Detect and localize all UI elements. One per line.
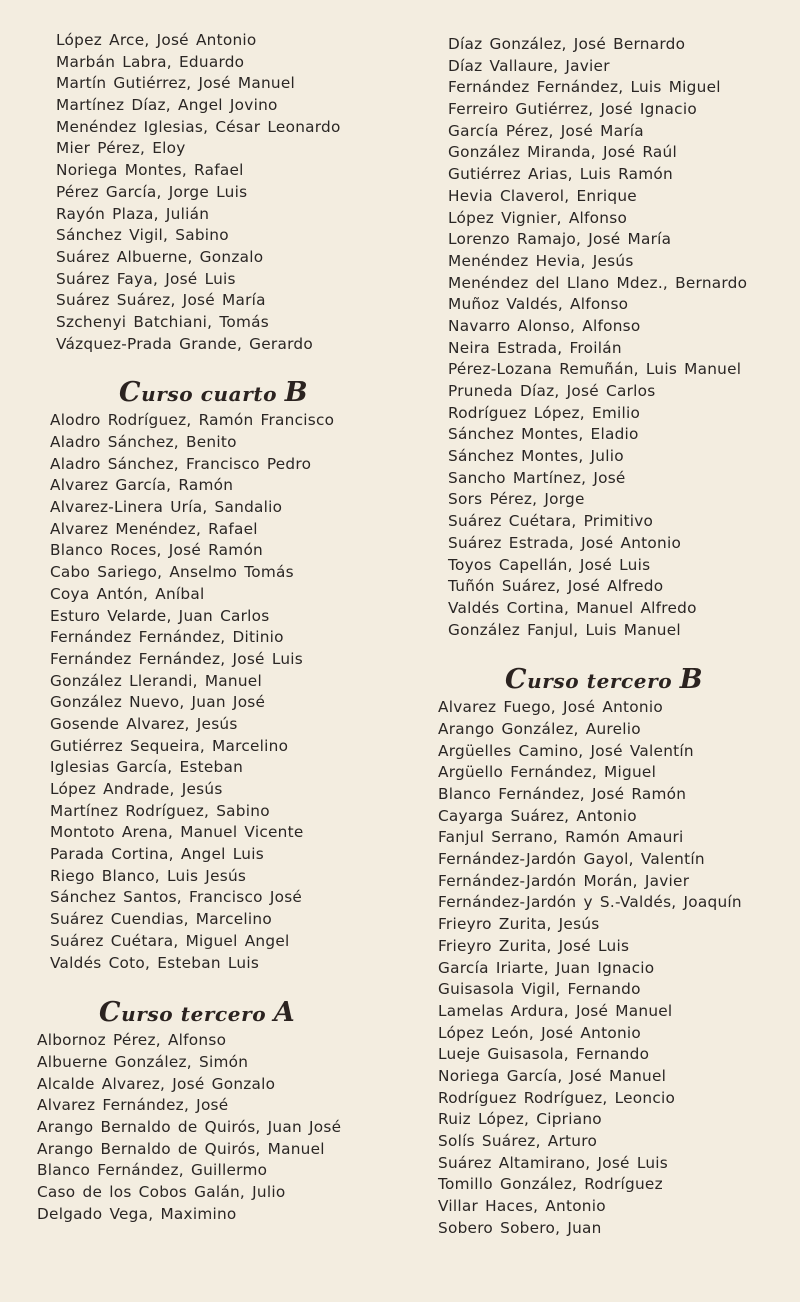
student-name: Ruiz López, Cipriano (438, 1110, 602, 1129)
student-name: Noriega García, José Manuel (438, 1066, 667, 1085)
heading-text: urso tercero (121, 1002, 267, 1027)
heading-initial: C (505, 664, 528, 696)
student-name: González Nuevo, Juan José (50, 693, 266, 712)
student-name: Fernández-Jardón Morán, Javier (438, 871, 690, 890)
student-name: Alvarez-Linera Uría, Sandalio (50, 498, 283, 517)
student-name: Suárez Albuerne, Gonzalo (56, 247, 264, 266)
student-name: Riego Blanco, Luis Jesús (50, 866, 247, 885)
student-name: Blanco Fernández, José Ramón (438, 785, 687, 803)
student-name: Fernández-Jardón Gayol, Valentín (438, 850, 705, 869)
student-name: Arango Bernaldo de Quirós, Juan José (37, 1117, 342, 1136)
student-name: Lorenzo Ramajo, José María (448, 230, 672, 249)
student-name: González Llerandi, Manuel (50, 671, 262, 690)
student-name: Martín Gutiérrez, José Manuel (56, 74, 295, 93)
student-name: Pruneda Díaz, José Carlos (448, 382, 656, 400)
student-name: Guisasola Vigil, Fernando (438, 980, 641, 999)
student-name: Tuñón Suárez, José Alfredo (448, 577, 664, 596)
student-name: Delgado Vega, Maximino (37, 1204, 237, 1223)
student-name: García Pérez, José María (448, 121, 644, 140)
student-name: Alvarez Menéndez, Rafael (50, 519, 258, 538)
student-name: Cabo Sariego, Anselmo Tomás (50, 563, 294, 582)
student-name: Cayarga Suárez, Antonio (438, 806, 637, 825)
student-name: Alvarez Fernández, José (37, 1096, 229, 1115)
student-name: Marbán Labra, Eduardo (56, 52, 245, 71)
student-name: Lamelas Ardura, José Manuel (438, 1001, 673, 1020)
student-name: Blanco Fernández, Guillermo (37, 1161, 268, 1180)
student-name: Fernández Fernández, Luis Miguel (448, 78, 721, 97)
student-list-curso-tercero-a (34, 1030, 404, 1225)
student-name: Valdés Coto, Esteban Luis (50, 953, 260, 972)
student-name: Blanco Roces, José Ramón (50, 541, 263, 560)
student-name: Menéndez Iglesias, César Leonardo (56, 117, 341, 136)
student-name: Suárez Cuétara, Miguel Angel (50, 931, 290, 950)
student-name: Pérez-Lozana Remuñán, Luis Manuel (448, 360, 742, 379)
student-name: Alvarez Fuego, José Antonio (438, 698, 663, 717)
student-name: Esturo Velarde, Juan Carlos (50, 606, 270, 625)
student-name: Aladro Sánchez, Francisco Pedro (50, 454, 312, 473)
student-name: Vázquez-Prada Grande, Gerardo (56, 334, 313, 353)
student-name: Argüelles Camino, José Valentín (438, 741, 694, 760)
student-name: Valdés Cortina, Manuel Alfredo (448, 598, 697, 617)
student-name: Frieyro Zurita, Jesús (438, 915, 600, 934)
student-list-curso-cuarto-b (34, 410, 404, 974)
student-name: Suárez Suárez, José María (56, 291, 266, 310)
student-name: Toyos Capellán, José Luis (448, 555, 651, 574)
student-list-top-left (34, 30, 404, 355)
student-name: Solís Suárez, Arturo (438, 1132, 598, 1150)
student-name: Sancho Martínez, José (448, 468, 626, 487)
student-name: Iglesias García, Esteban (50, 758, 244, 777)
section-heading-curso-cuarto-b (34, 372, 404, 414)
student-name: Sors Pérez, Jorge (448, 490, 585, 509)
student-name: López León, José Antonio (438, 1023, 642, 1042)
student-name: Sánchez Montes, Eladio (448, 425, 639, 444)
student-name: Noriega Montes, Rafael (56, 161, 244, 180)
student-name: López Andrade, Jesús (50, 780, 223, 798)
student-name: Menéndez Hevia, Jesús (448, 251, 634, 270)
heading-text: urso cuarto (141, 382, 278, 407)
section-heading-curso-tercero-a (34, 992, 404, 1034)
student-name: Szchenyi Batchiani, Tomás (56, 312, 269, 331)
student-name: Fanjul Serrano, Ramón Amauri (438, 828, 684, 847)
student-name: Villar Haces, Antonio (438, 1197, 606, 1216)
heading-initial: C (119, 377, 142, 409)
student-name: Rayón Plaza, Julián (56, 204, 210, 223)
student-name: Fernández Fernández, José Luis (50, 649, 303, 668)
heading-letter: B (679, 664, 704, 696)
student-name: Suárez Cuétara, Primitivo (448, 512, 654, 531)
student-name: Caso de los Cobos Galán, Julio (37, 1183, 286, 1201)
student-name: Rodríguez López, Emilio (448, 403, 641, 422)
heading-initial: C (99, 997, 122, 1029)
student-name: Navarro Alonso, Alfonso (448, 316, 641, 335)
student-name: Sánchez Vigil, Sabino (56, 226, 229, 245)
heading-letter: A (273, 997, 296, 1029)
student-name: Tomillo González, Rodríguez (438, 1175, 663, 1194)
student-name: Frieyro Zurita, José Luis (438, 936, 630, 955)
student-name: Sánchez Santos, Francisco José (50, 888, 303, 907)
student-name: Fernández-Jardón y S.-Valdés, Joaquín (438, 893, 742, 912)
heading-letter: B (284, 377, 309, 409)
student-name: Arango González, Aurelio (438, 719, 641, 738)
student-name: Martínez Rodríguez, Sabino (50, 801, 270, 820)
student-name: Argüello Fernández, Miguel (438, 763, 657, 782)
student-name: González Miranda, José Raúl (448, 143, 677, 162)
student-name: García Iriarte, Juan Ignacio (438, 958, 655, 977)
student-name: Ferreiro Gutiérrez, José Ignacio (448, 100, 697, 119)
student-name: Parada Cortina, Angel Luis (50, 845, 264, 864)
student-name: Suárez Cuendias, Marcelino (50, 910, 272, 929)
student-name: Arango Bernaldo de Quirós, Manuel (37, 1139, 325, 1158)
student-name: Pérez García, Jorge Luis (56, 182, 248, 201)
student-name: Suárez Estrada, José Antonio (448, 533, 682, 552)
student-name: Menéndez del Llano Mdez., Bernardo (448, 273, 748, 292)
student-name: Sobero Sobero, Juan (438, 1218, 602, 1237)
heading-text: urso tercero (527, 669, 673, 694)
left-column (34, 30, 404, 1225)
student-name: Suárez Altamirano, José Luis (438, 1153, 668, 1172)
student-name: Lueje Guisasola, Fernando (438, 1045, 650, 1064)
student-name: López Arce, José Antonio (56, 31, 257, 49)
student-list-top-right (428, 34, 773, 641)
student-name: Aladro Sánchez, Benito (50, 433, 237, 451)
student-name: Gutiérrez Arias, Luis Ramón (448, 165, 673, 184)
student-name: Muñoz Valdés, Alfonso (448, 295, 629, 314)
student-name: Alcalde Alvarez, José Gonzalo (37, 1074, 276, 1093)
student-list-curso-tercero-b (428, 697, 773, 1239)
student-name: Montoto Arena, Manuel Vicente (50, 823, 304, 842)
student-name: Neira Estrada, Froilán (448, 338, 622, 357)
student-name: López Vignier, Alfonso (448, 208, 628, 227)
student-name: Martínez Díaz, Angel Jovino (56, 96, 278, 115)
student-name: Coya Antón, Aníbal (50, 584, 205, 603)
student-name: Díaz González, José Bernardo (448, 35, 686, 53)
student-name: Díaz Vallaure, Javier (448, 56, 610, 75)
student-name: Alvarez García, Ramón (50, 476, 234, 495)
student-name: Albornoz Pérez, Alfonso (37, 1031, 227, 1050)
student-name: Alodro Rodríguez, Ramón Francisco (50, 411, 335, 430)
section-heading-curso-tercero-b (428, 659, 773, 701)
student-name: Fernández Fernández, Ditinio (50, 628, 284, 647)
student-name: Gosende Alvarez, Jesús (50, 714, 238, 733)
student-name: Gutiérrez Sequeira, Marcelino (50, 736, 289, 755)
right-column (428, 34, 773, 1239)
student-name: Hevia Claverol, Enrique (448, 186, 637, 205)
student-name: Sánchez Montes, Julio (448, 447, 624, 466)
student-name: Mier Pérez, Eloy (56, 139, 186, 158)
student-name: Rodríguez Rodríguez, Leoncio (438, 1088, 676, 1107)
student-name: González Fanjul, Luis Manuel (448, 620, 681, 639)
student-name: Albuerne González, Simón (37, 1052, 249, 1071)
student-name: Suárez Faya, José Luis (56, 269, 236, 288)
